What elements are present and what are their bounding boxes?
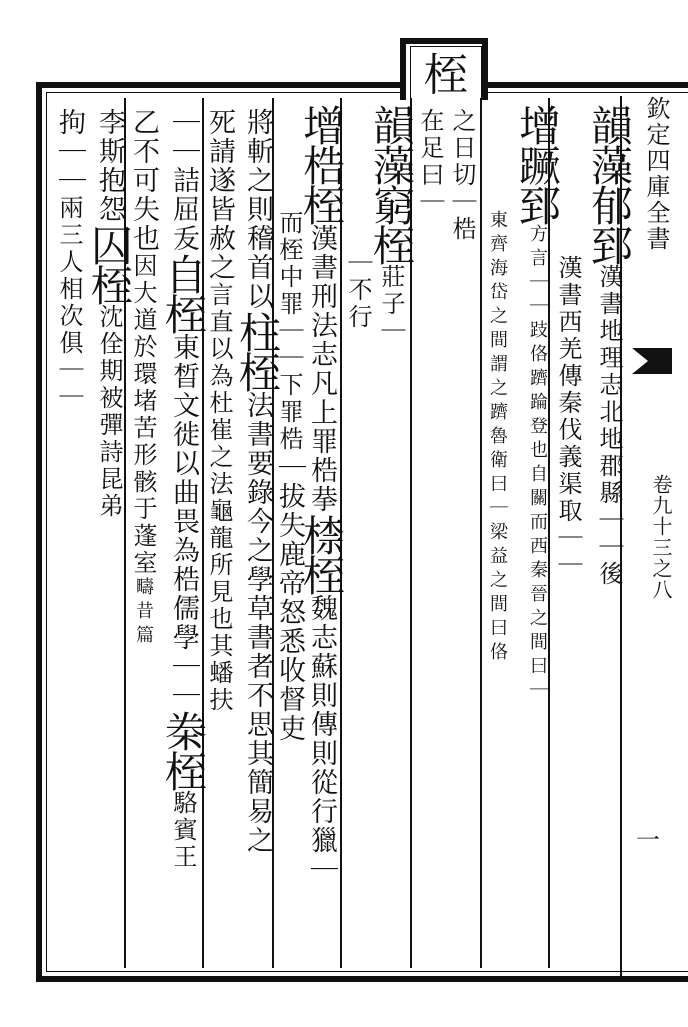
entry-text: 乙不可失也 [128, 108, 159, 253]
entry-text: 因大道於環堵苦形骸于蓬室 [129, 253, 157, 577]
text-column [367, 104, 416, 404]
volume-label: 卷九十三之八 [649, 474, 673, 600]
text-column [513, 104, 562, 884]
page-number: 一 [636, 826, 660, 854]
entry-headword: 增梏桎 [297, 104, 346, 224]
entry-text: 疇昔篇 [133, 577, 154, 649]
text-column [556, 255, 580, 655]
text-column [297, 104, 346, 964]
column-rule [480, 98, 482, 968]
entry-text: 死請遂皆赦之 [204, 108, 235, 282]
entry-text: 漢書西羌傳秦伐義渠取｜｜ [554, 255, 582, 579]
entry-headword: 增蹶郅 [513, 104, 562, 224]
entry-text: 漢書刑法志凡上罪梏拲 [306, 224, 337, 514]
entry-text: 東齊海岱之間謂之躋魯衛曰｜梁益之間曰佫 [487, 210, 508, 666]
entry-text: 而桎中罪｜｜下罪梏 [275, 210, 303, 453]
entry-text: 在足曰｜ [416, 108, 444, 216]
text-column [56, 108, 83, 608]
entry-text: 將斬之則稽首以 [242, 108, 273, 311]
entry-text: ｜不行 [344, 250, 372, 331]
text-column [130, 108, 157, 968]
entry-headword: 㮏桎 [297, 514, 346, 594]
text-column [450, 108, 474, 408]
entry-text: 方言｜｜跂佫躋踚登也自關而西秦晉之間曰｜ [527, 224, 548, 704]
entry-text: 東晳文徙以曲畏為梏儒學｜｜ [168, 333, 199, 710]
text-column [585, 104, 634, 664]
entry-text: 言直以為杜崔之法龜龍所見也其蟠扶 [205, 282, 233, 714]
book-title: 欽定四庫全書 [642, 96, 670, 252]
entry-headword: 桊桎 [159, 710, 208, 790]
entry-text: 駱賓王 [169, 790, 197, 871]
text-column [418, 108, 442, 308]
text-column [85, 108, 134, 628]
text-column [488, 210, 506, 870]
header-character: 桎 [424, 50, 468, 101]
entry-headword: 韻藻窮桎 [367, 104, 416, 264]
entry-headword: 囚桎 [85, 224, 134, 304]
entry-text: 魏志蘇則傳則從行獵｜ [306, 594, 337, 884]
entry-headword: 韻藻郁郅 [585, 104, 634, 264]
entry-text: 李斯抱怨 [94, 108, 125, 224]
entry-text: ｜｜詰屈叐 [168, 108, 199, 253]
entry-text: 法書要錄今之學草書者不思其簡易之 [242, 391, 273, 855]
entry-text: 漢書地理志北地郡縣｜｜後 [595, 264, 623, 588]
entry-text: 之日切｜梏 [448, 108, 476, 243]
text-column [233, 108, 282, 968]
text-column [346, 250, 370, 450]
entry-text: ｜拔失鹿帝怒悉收督吏 [274, 453, 305, 743]
text-column [159, 108, 208, 968]
entry-text: 莊子｜ [377, 264, 405, 345]
entry-text: 沈佺期被彈詩昆弟 [95, 304, 123, 520]
entry-text: 兩三人相次俱｜｜ [55, 195, 83, 411]
entry-text: 拘｜｜ [54, 108, 85, 195]
entry-headword: 自桎 [159, 253, 208, 333]
entry-headword: 柱桎 [233, 311, 282, 391]
text-column [206, 108, 233, 968]
